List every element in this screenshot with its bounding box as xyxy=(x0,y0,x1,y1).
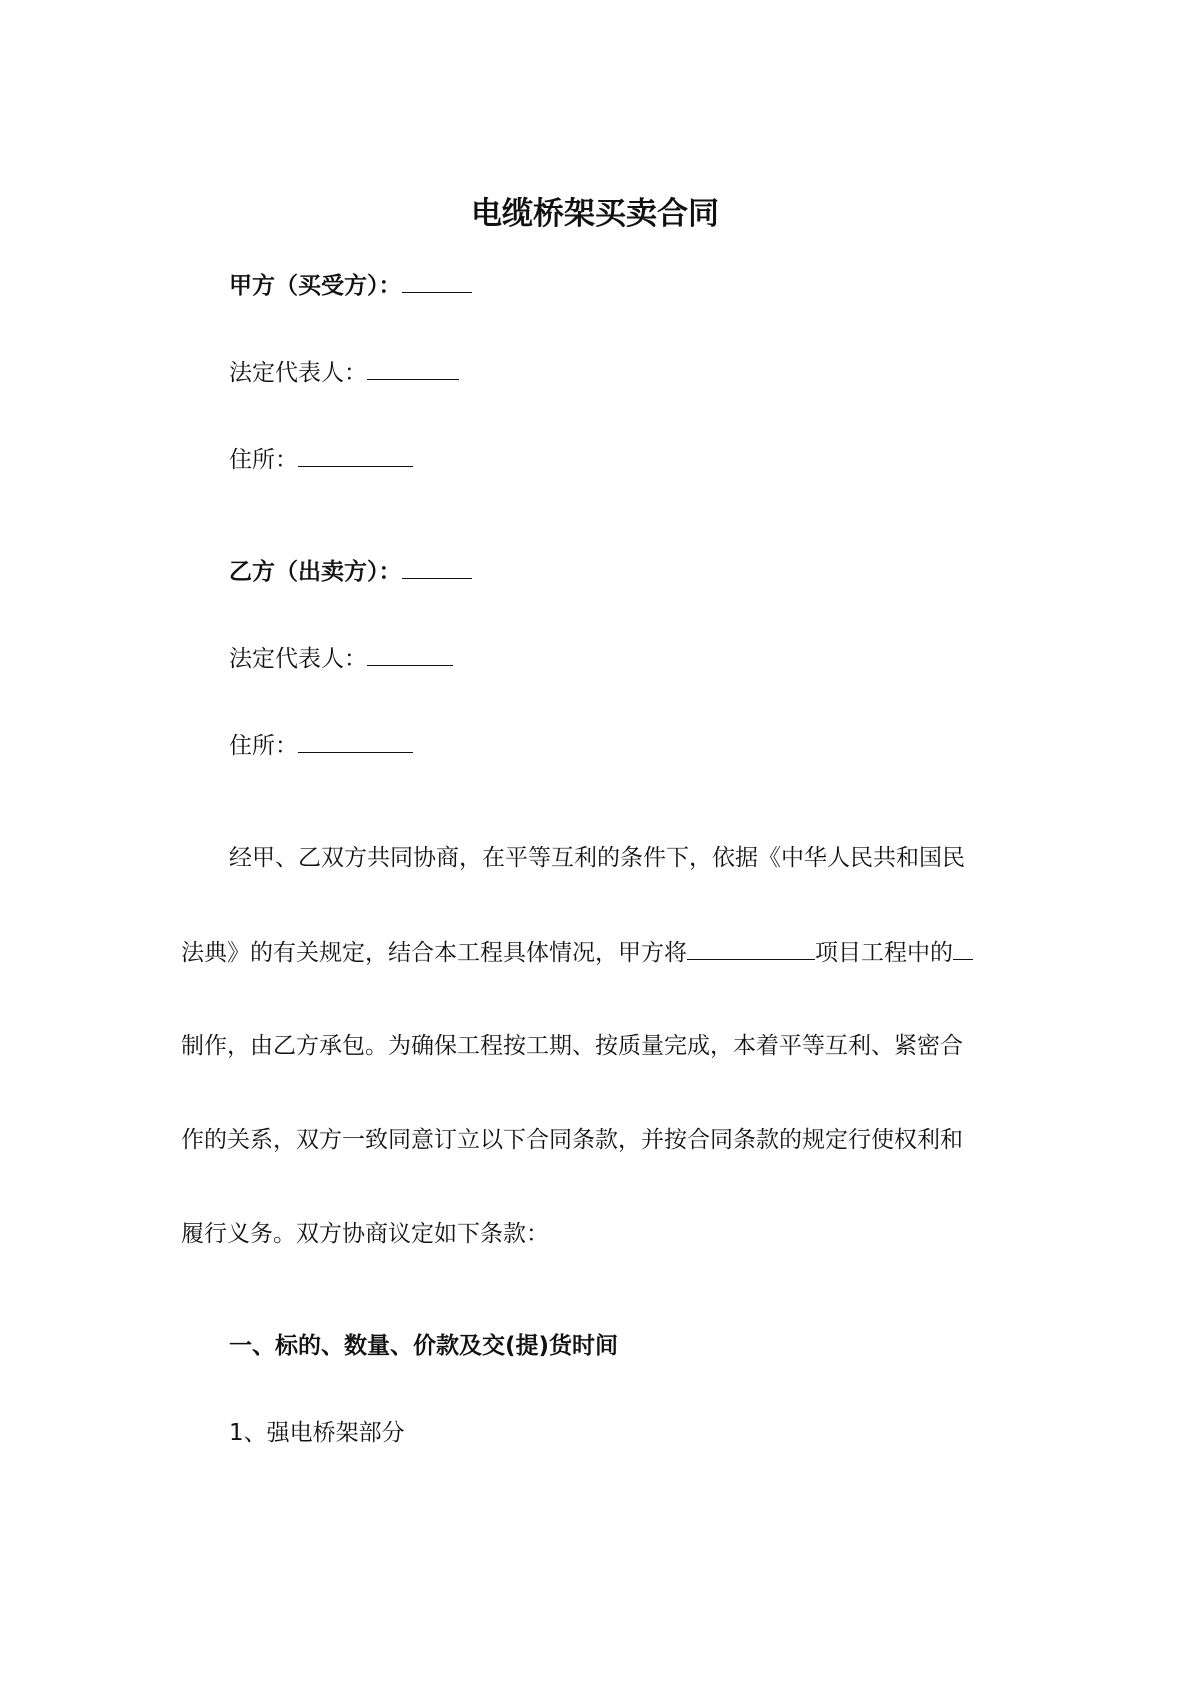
party-a-blank xyxy=(402,270,472,293)
body-line-2-pre: 法典》的有关规定，结合本工程具体情况，甲方将 xyxy=(181,940,687,966)
party-b-rep-line xyxy=(229,643,453,674)
project-blank xyxy=(687,937,815,960)
party-b-blank xyxy=(402,556,472,579)
party-b-address-label: 住所： xyxy=(229,733,298,759)
party-b-rep-label: 法定代表人： xyxy=(229,646,367,672)
party-a-address-label: 住所： xyxy=(229,447,298,473)
body-line-2-mid: 项目工程中的 xyxy=(815,940,953,966)
party-a-line xyxy=(229,270,472,301)
body-line-2 xyxy=(181,937,973,968)
party-b-label: 乙方（出卖方）： xyxy=(229,559,402,585)
party-a-label: 甲方（买受方）： xyxy=(229,273,402,299)
party-b-line xyxy=(229,556,472,587)
party-a-rep-blank xyxy=(367,357,459,380)
item-1: 1、强电桥架部分 xyxy=(229,1420,405,1446)
body-line-1: 经甲、乙双方共同协商，在平等互利的条件下，依据《中华人民共和国民 xyxy=(229,845,965,871)
section-1-heading: 一、标的、数量、价款及交(提)货时间 xyxy=(229,1333,619,1359)
document-title: 电缆桥架买卖合同 xyxy=(471,196,719,232)
scope-blank xyxy=(953,937,973,960)
party-a-address-line xyxy=(229,444,413,475)
party-b-address-line xyxy=(229,730,413,761)
party-b-address-blank xyxy=(298,730,413,753)
party-a-rep-line xyxy=(229,357,459,388)
body-line-5: 履行义务。双方协商议定如下条款： xyxy=(181,1221,549,1247)
body-line-3: 制作，由乙方承包。为确保工程按工期、按质量完成，本着平等互利、紧密合 xyxy=(181,1033,963,1059)
party-b-rep-blank xyxy=(367,643,453,666)
party-a-rep-label: 法定代表人： xyxy=(229,360,367,386)
party-a-address-blank xyxy=(298,444,413,467)
body-line-4: 作的关系，双方一致同意订立以下合同条款，并按合同条款的规定行使权利和 xyxy=(181,1127,963,1153)
